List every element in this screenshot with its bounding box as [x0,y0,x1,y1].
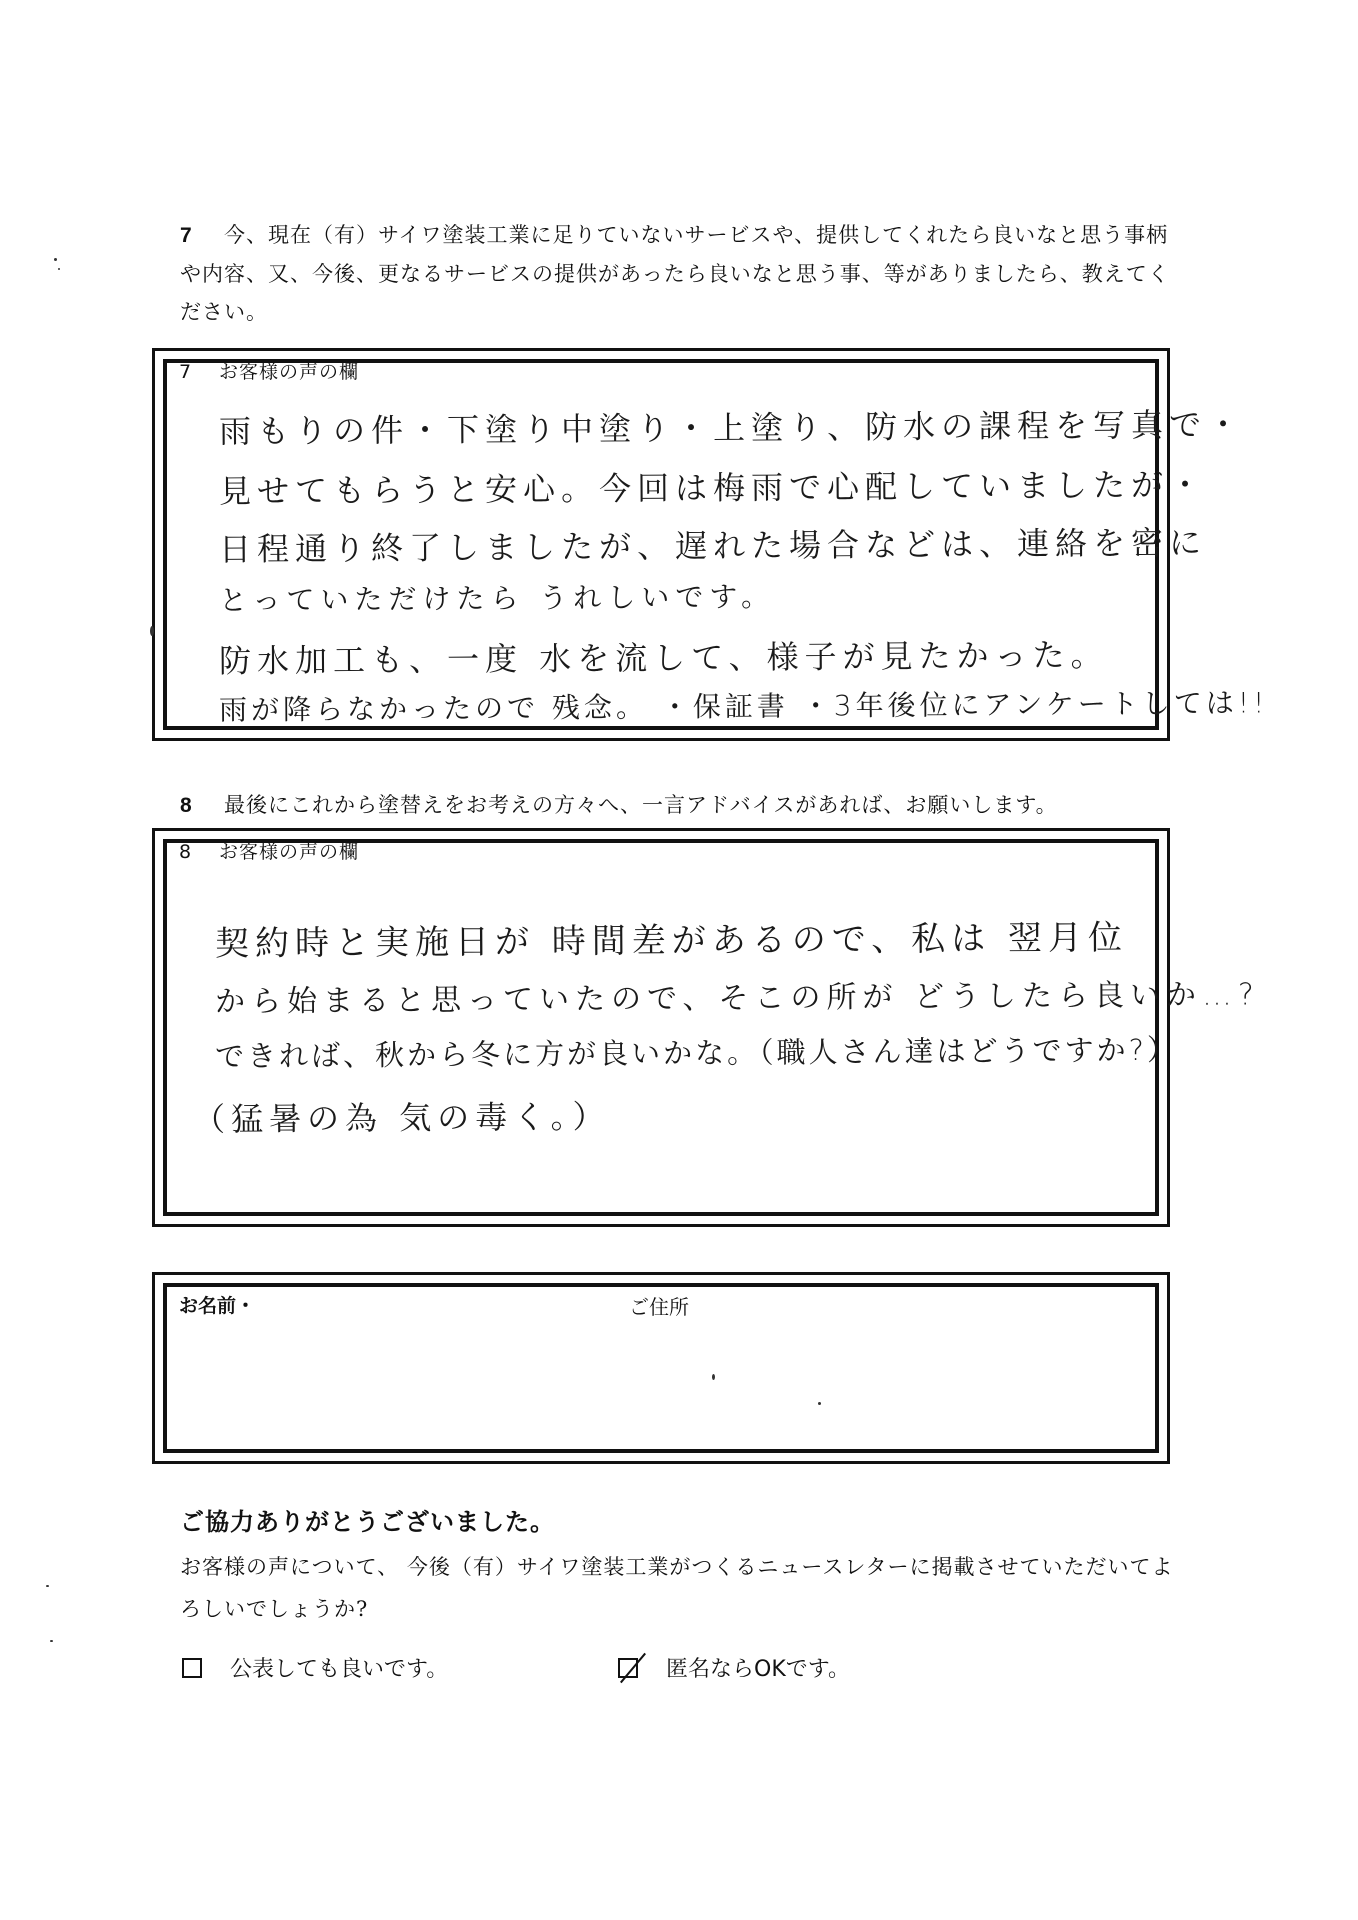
answer-7-line-1: 雨もりの件・下塗り中塗り・上塗り、防水の課程を写真で・ [218,405,1246,451]
answer-7-line-2: 見せてもらうと安心。今回は梅雨で心配していましたが・ [218,465,1208,511]
scan-speck [54,258,57,261]
option-anonymous-label: 匿名ならOKです。 [666,1657,850,1682]
public-checkbox[interactable] [182,1658,202,1678]
answer-box-8-inner-border [163,839,1159,1216]
answer-8-line-4: （猛暑の為 気の毒く。） [192,1097,611,1139]
question-8-number: 8 [180,794,193,817]
thanks-heading: ご協力ありがとうございました。 [180,1508,555,1536]
answer-box-7-title: お客様の声の欄 [219,361,360,383]
scan-speck [150,626,154,636]
scan-speck [712,1374,715,1380]
answer-8-line-3: できれば、秋から冬に方が良いかな。（職人さん達はどうですか?） [214,1032,1180,1074]
scan-speck [818,1402,821,1405]
answer-box-8-label [179,837,359,864]
question-7-number: 7 [180,224,193,247]
answer-7-line-6: 雨が降らなかったので 残念。 ・保証書 ・3年後位にアンケートしては!! [218,686,1269,727]
answer-box-8-title: お客様の声の欄 [219,841,360,863]
answer-8-line-1: 契約時と実施日が 時間差があるので、私は 翌月位 [214,917,1129,965]
answer-box-8-number: 8 [179,841,193,863]
scan-speck [46,1585,49,1587]
question-8-body: 最後にこれから塗替えをお考えの方々へ、一言アドバイスがあれば、お願いします。 [224,793,1058,817]
option-public[interactable] [182,1652,448,1683]
scan-speck [50,1640,53,1642]
scan-speck [58,268,60,270]
contact-box [152,1272,1170,1464]
answer-7-line-4: とっていただけたら うれしいです。 [218,580,776,617]
question-7-text [180,216,1180,331]
option-anonymous[interactable] [618,1652,850,1683]
answer-box-7-number: 7 [179,361,193,383]
consent-question: お客様の声について、 今後（有）サイワ塗装工業がつくるニュースレターに掲載させていただいてよろしいでしょうか? [180,1555,1174,1621]
anonymous-checkbox[interactable] [618,1658,638,1678]
answer-box-7-label [179,357,359,384]
answer-box-8 [152,828,1260,1227]
address-label: ご住所 [629,1295,689,1319]
answer-7-line-3: 日程通り終了しましたが、遅れた場合などは、連絡を密に [218,523,1208,569]
option-public-label: 公表しても良いです。 [230,1657,449,1682]
answer-8-line-2: から始まると思っていたので、そこの所が どうしたら良いか…? [214,977,1260,1020]
answer-box-7 [152,348,1269,741]
question-8-text [180,786,1180,825]
question-7-body: 今、現在（有）サイワ塗装工業に足りていないサービスや、提供してくれたら良いなと思う事柄や内容、又、今後、更なるサービスの提供があったら良いなと思う事、等がありましたら、教えてください。 [180,223,1170,324]
answer-7-line-5: 防水加工も、一度 水を流して、様子が見たかった。 [218,635,1109,681]
name-label: お名前・ [179,1295,256,1317]
